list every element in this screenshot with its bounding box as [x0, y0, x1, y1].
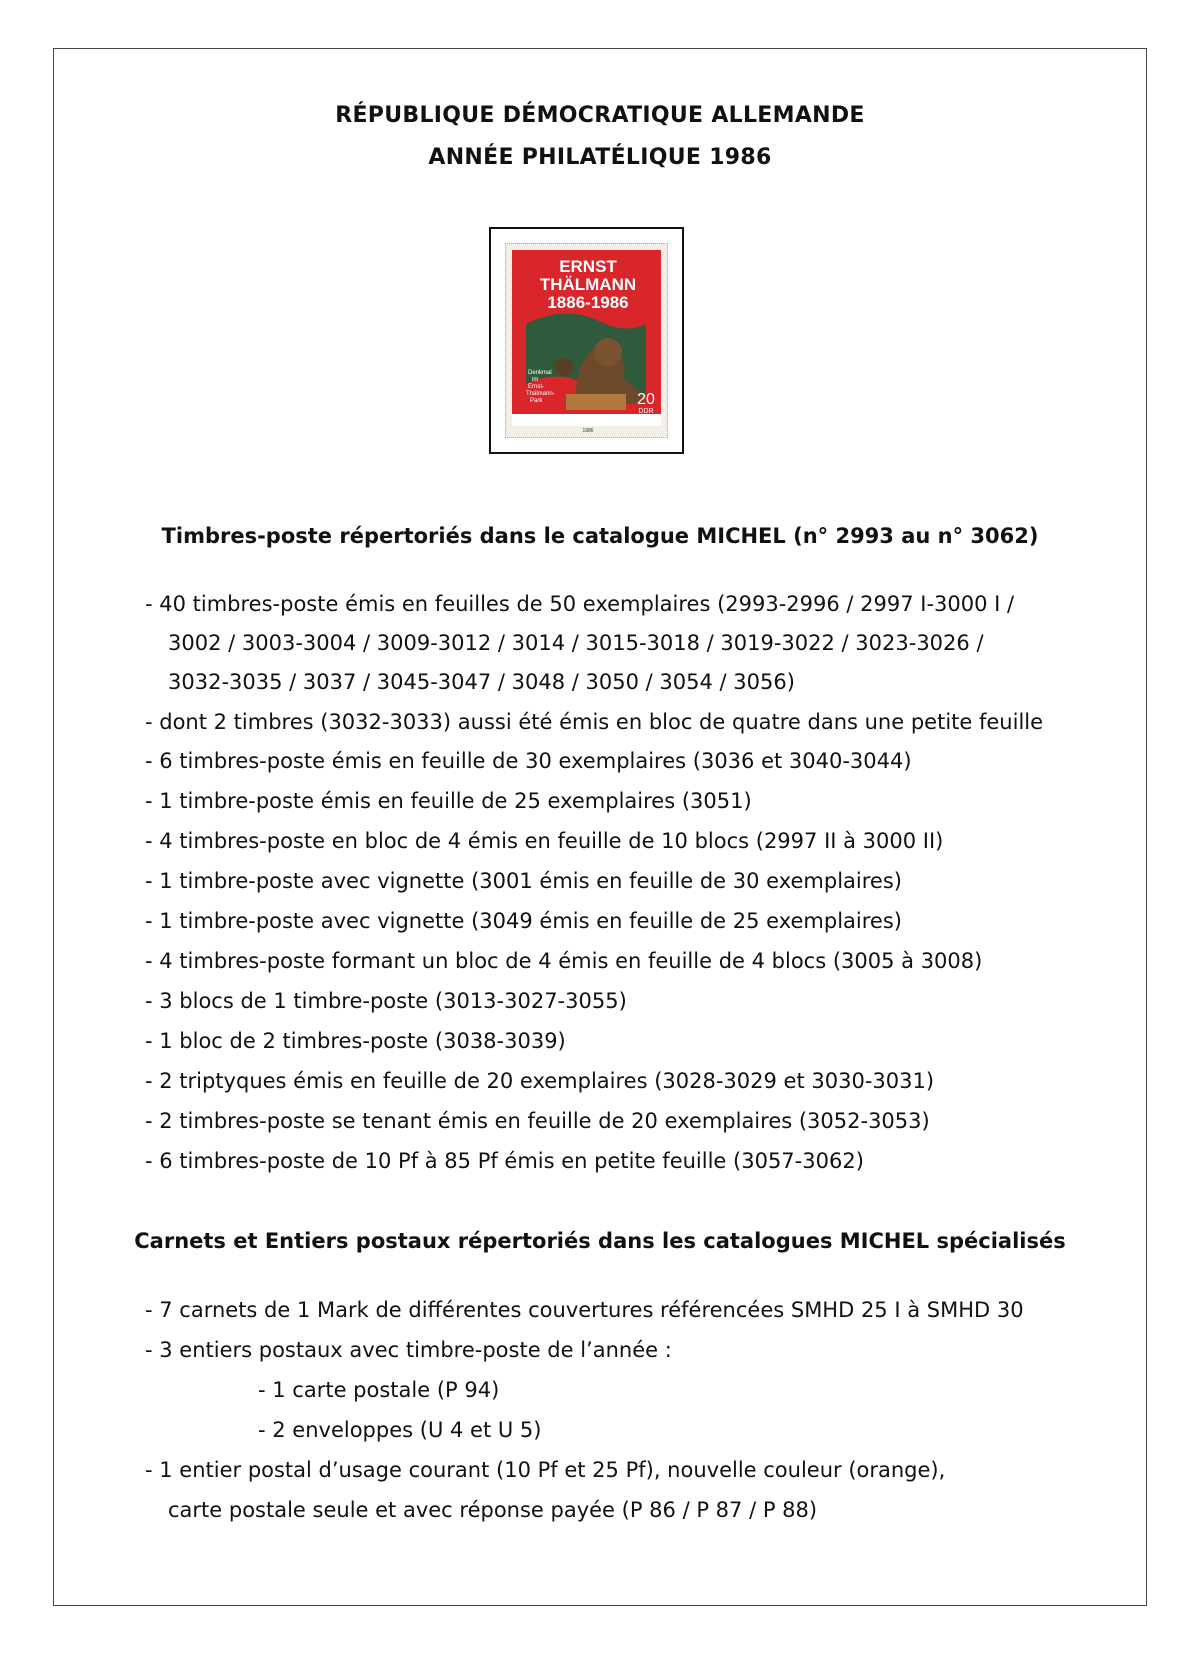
stamp-country: DDR	[638, 408, 654, 415]
year-title: ANNÉE PHILATÉLIQUE 1986	[428, 145, 772, 170]
stamp-mount	[489, 227, 684, 454]
list-item: - 2 triptyques émis en feuille de 20 exemplaires (3028-3029 et 3030-3031)	[145, 1069, 935, 1093]
list-item: - 3 blocs de 1 timbre-poste (3013-3027-3055)	[145, 989, 627, 1013]
stamp-years: 1886-1986	[547, 293, 629, 312]
list-item: - 2 timbres-poste se tenant émis en feuille de 20 exemplaires (3052-3053)	[145, 1109, 930, 1133]
list-item: - 4 timbres-poste en bloc de 4 émis en feuille de 10 blocs (2997 II à 3000 II)	[145, 829, 944, 853]
list-item: 3002 / 3003-3004 / 3009-3012 / 3014 / 3015-3018 / 3019-3022 / 3023-3026 /	[168, 631, 984, 655]
stamp-caption-2: im	[532, 377, 539, 383]
list-item: - 6 timbres-poste de 10 Pf à 85 Pf émis en petite feuille (3057-3062)	[145, 1149, 864, 1173]
list-item: - 1 timbre-poste avec vignette (3001 émis en feuille de 30 exemplaires)	[145, 869, 902, 893]
list-item: - 1 entier postal d’usage courant (10 Pf et 25 Pf), nouvelle couleur (orange),	[145, 1458, 946, 1482]
stamp-name-line1: ERNST	[559, 257, 617, 276]
list-item: - 3 entiers postaux avec timbre-poste de l’année :	[145, 1338, 672, 1362]
stamp-value: 20	[637, 391, 655, 408]
list-item: - dont 2 timbres (3032-3033) aussi été émis en bloc de quatre dans une petite feuille	[145, 710, 1044, 734]
list-item: - 1 timbre-poste émis en feuille de 25 exemplaires (3051)	[145, 789, 752, 813]
stamp-image	[505, 243, 668, 438]
stamp-year-small: 1986	[582, 428, 594, 434]
list-item: carte postale seule et avec réponse payée (P 86 / P 87 / P 88)	[168, 1498, 818, 1522]
stamp-name-line2: THÄLMANN	[539, 275, 637, 294]
list-item: 3032-3035 / 3037 / 3045-3047 / 3048 / 3050 / 3054 / 3056)	[168, 670, 795, 694]
section1-heading: Timbres-poste répertoriés dans le catalogue MICHEL (n° 2993 au n° 3062)	[161, 524, 1039, 548]
stamp-caption-1: Denkmal	[528, 370, 552, 376]
list-item: - 1 carte postale (P 94)	[258, 1378, 500, 1402]
list-item: - 4 timbres-poste formant un bloc de 4 émis en feuille de 4 blocs (3005 à 3008)	[145, 949, 983, 973]
stamp-head	[594, 338, 622, 366]
stamp-bottom-band	[512, 414, 661, 426]
list-item: - 6 timbres-poste émis en feuille de 30 exemplaires (3036 et 3040-3044)	[145, 749, 912, 773]
stamp-caption-4: Thälmann-	[526, 391, 555, 397]
country-title: RÉPUBLIQUE DÉMOCRATIQUE ALLEMANDE	[335, 103, 865, 128]
list-item: - 2 enveloppes (U 4 et U 5)	[258, 1418, 542, 1442]
stamp-caption-5: Park	[530, 398, 543, 404]
list-item: - 1 bloc de 2 timbres-poste (3038-3039)	[145, 1029, 566, 1053]
stamp-plaque	[566, 394, 626, 410]
list-item: - 40 timbres-poste émis en feuilles de 50 exemplaires (2993-2996 / 2997 I-3000 I /	[145, 592, 1015, 616]
section2-heading: Carnets et Entiers postaux répertoriés dans les catalogues MICHEL spécialisés	[134, 1229, 1066, 1253]
stamp-caption-3: Ernst-	[528, 384, 545, 390]
list-item: - 7 carnets de 1 Mark de différentes couvertures référencées SMHD 25 I à SMHD 30	[145, 1298, 1024, 1322]
list-item: - 1 timbre-poste avec vignette (3049 émis en feuille de 25 exemplaires)	[145, 909, 902, 933]
